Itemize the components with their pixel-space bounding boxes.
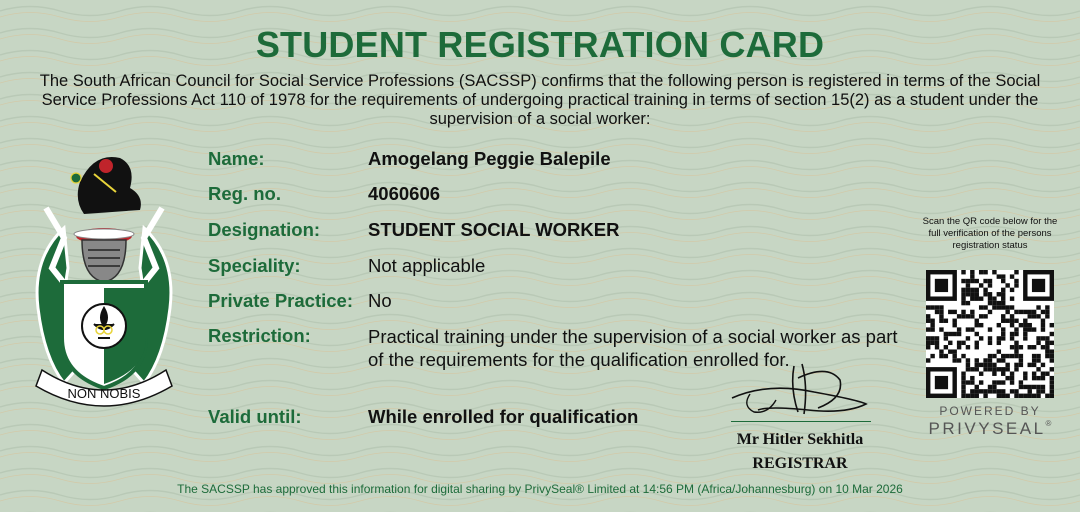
private-practice-value: No	[368, 290, 392, 311]
registrar-title: REGISTRAR	[752, 455, 848, 472]
speciality-label: Speciality:	[208, 255, 301, 276]
qr-code-icon[interactable]	[926, 270, 1054, 398]
coat-of-arms-icon	[24, 148, 184, 410]
signature-icon	[728, 358, 874, 424]
footer-disclaimer: The SACSSP has approved this information for digital sharing by PrivySeal® Limited at 14:56 PM (Africa/Johannesburg) on 10 Mar 2026	[177, 482, 903, 496]
speciality-value: Not applicable	[368, 255, 486, 276]
reg-no-value: 4060606	[368, 183, 441, 204]
privyseal-brand: PRIVYSEAL	[928, 419, 1046, 438]
restriction-label: Restriction:	[208, 325, 311, 346]
valid-until-label: Valid until:	[208, 406, 302, 427]
powered-by-label: POWERED BY	[939, 404, 1041, 418]
privyseal-registered-mark: ®	[1045, 419, 1052, 428]
crest-motto: NON NOBIS	[67, 386, 141, 401]
designation-value: STUDENT SOCIAL WORKER	[368, 219, 620, 240]
name-label: Name:	[208, 148, 265, 169]
designation-label: Designation:	[208, 219, 321, 240]
restriction-value: Practical training under the supervision of a social worker as part of the requirements for the qualification enrolled for.	[368, 326, 898, 370]
registrar-name: Mr Hitler Sekhitla	[736, 431, 864, 448]
intro-paragraph: The South African Council for Social Service Professions (SACSSP) confirms that the following person is registered in terms of the Social Service Professions Act 110 of 1978 for the requirements of undergoing practical training in terms of section 15(2) as a student under the supervision of a social worker:	[39, 72, 1041, 128]
private-practice-label: Private Practice:	[208, 290, 354, 311]
valid-until-value: While enrolled for qualification	[368, 406, 639, 427]
privyseal-logo	[916, 419, 1064, 439]
qr-instruction: Scan the QR code below for the full verification of the persons registration status	[922, 216, 1058, 251]
name-value: Amogelang Peggie Balepile	[368, 148, 611, 169]
signature-line	[731, 421, 871, 422]
reg-no-label: Reg. no.	[208, 183, 281, 204]
card-title: STUDENT REGISTRATION CARD	[255, 24, 825, 65]
